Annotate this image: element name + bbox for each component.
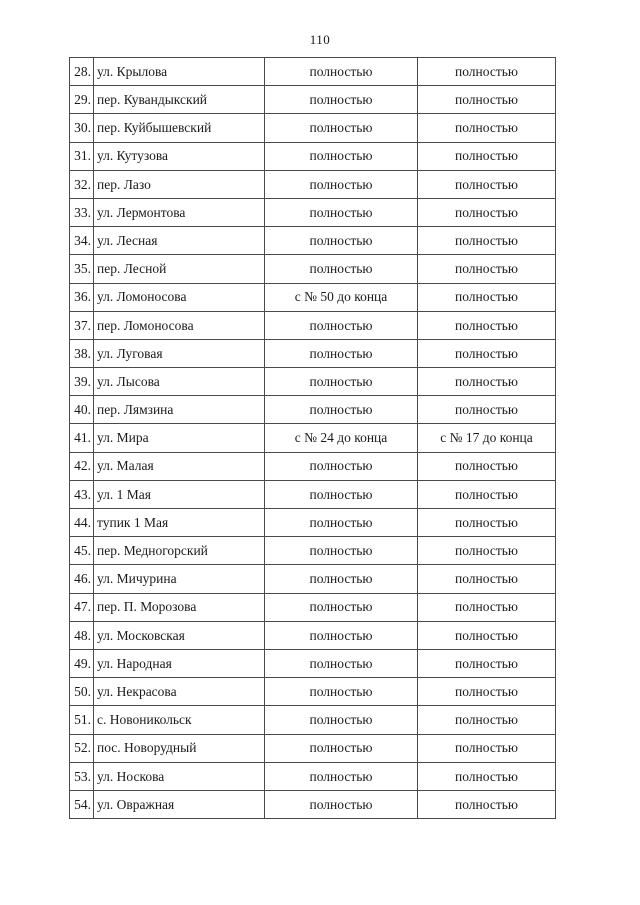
row-number-cell: 33.: [70, 198, 94, 226]
street-name-cell: пер. Кувандыкский: [94, 86, 265, 114]
table-row: [70, 649, 556, 677]
coverage-cell-a: полностью: [265, 255, 418, 283]
coverage-cell-b: полностью: [418, 170, 556, 198]
coverage-cell-b: с № 17 до конца: [418, 424, 556, 452]
coverage-cell-a: полностью: [265, 227, 418, 255]
coverage-cell-a: полностью: [265, 368, 418, 396]
row-number-cell: 46.: [70, 565, 94, 593]
street-name-cell: ул. Лермонтова: [94, 198, 265, 226]
table-row: [70, 706, 556, 734]
row-number-cell: 54.: [70, 790, 94, 818]
street-name-cell: ул. 1 Мая: [94, 480, 265, 508]
coverage-cell-b: полностью: [418, 621, 556, 649]
coverage-cell-a: полностью: [265, 734, 418, 762]
street-name-cell: пер. Лесной: [94, 255, 265, 283]
table-row: [70, 255, 556, 283]
coverage-cell-b: полностью: [418, 509, 556, 537]
row-number-cell: 39.: [70, 368, 94, 396]
street-name-cell: ул. Московская: [94, 621, 265, 649]
coverage-cell-b: полностью: [418, 706, 556, 734]
table-row: [70, 593, 556, 621]
table-row: [70, 480, 556, 508]
table-row: [70, 621, 556, 649]
row-number-cell: 32.: [70, 170, 94, 198]
coverage-cell-a: полностью: [265, 678, 418, 706]
coverage-cell-b: полностью: [418, 762, 556, 790]
street-name-cell: пер. Ломоносова: [94, 311, 265, 339]
coverage-cell-b: полностью: [418, 255, 556, 283]
street-name-cell: ул. Кутузова: [94, 142, 265, 170]
row-number-cell: 30.: [70, 114, 94, 142]
street-name-cell: пер. Медногорский: [94, 537, 265, 565]
row-number-cell: 38.: [70, 339, 94, 367]
coverage-cell-b: полностью: [418, 142, 556, 170]
table-row: [70, 368, 556, 396]
coverage-cell-a: полностью: [265, 593, 418, 621]
coverage-cell-a: полностью: [265, 170, 418, 198]
coverage-cell-b: полностью: [418, 339, 556, 367]
streets-table: [69, 57, 556, 819]
coverage-cell-a: с № 50 до конца: [265, 283, 418, 311]
table-row: [70, 396, 556, 424]
coverage-cell-b: полностью: [418, 396, 556, 424]
row-number-cell: 40.: [70, 396, 94, 424]
street-name-cell: ул. Ломоносова: [94, 283, 265, 311]
coverage-cell-b: полностью: [418, 734, 556, 762]
coverage-cell-a: полностью: [265, 762, 418, 790]
street-name-cell: ул. Народная: [94, 649, 265, 677]
coverage-cell-a: полностью: [265, 790, 418, 818]
coverage-cell-b: полностью: [418, 58, 556, 86]
street-name-cell: пер. Лазо: [94, 170, 265, 198]
coverage-cell-a: с № 24 до конца: [265, 424, 418, 452]
coverage-cell-a: полностью: [265, 114, 418, 142]
coverage-cell-a: полностью: [265, 339, 418, 367]
row-number-cell: 49.: [70, 649, 94, 677]
table-row: [70, 537, 556, 565]
coverage-cell-a: полностью: [265, 142, 418, 170]
table-row: [70, 790, 556, 818]
street-name-cell: пос. Новорудный: [94, 734, 265, 762]
table-row: [70, 311, 556, 339]
street-name-cell: ул. Мичурина: [94, 565, 265, 593]
coverage-cell-a: полностью: [265, 311, 418, 339]
table-row: [70, 424, 556, 452]
row-number-cell: 48.: [70, 621, 94, 649]
table-row: [70, 58, 556, 86]
row-number-cell: 47.: [70, 593, 94, 621]
row-number-cell: 43.: [70, 480, 94, 508]
row-number-cell: 45.: [70, 537, 94, 565]
table-row: [70, 339, 556, 367]
coverage-cell-b: полностью: [418, 283, 556, 311]
coverage-cell-a: полностью: [265, 396, 418, 424]
street-name-cell: ул. Овражная: [94, 790, 265, 818]
coverage-cell-b: полностью: [418, 790, 556, 818]
streets-table-body: [70, 58, 556, 819]
row-number-cell: 31.: [70, 142, 94, 170]
street-name-cell: пер. Куйбышевский: [94, 114, 265, 142]
street-name-cell: пер. П. Морозова: [94, 593, 265, 621]
coverage-cell-a: полностью: [265, 649, 418, 677]
row-number-cell: 52.: [70, 734, 94, 762]
street-name-cell: с. Новоникольск: [94, 706, 265, 734]
table-row: [70, 452, 556, 480]
table-row: [70, 509, 556, 537]
coverage-cell-a: полностью: [265, 537, 418, 565]
coverage-cell-b: полностью: [418, 198, 556, 226]
row-number-cell: 44.: [70, 509, 94, 537]
coverage-cell-a: полностью: [265, 565, 418, 593]
row-number-cell: 34.: [70, 227, 94, 255]
table-row: [70, 198, 556, 226]
coverage-cell-a: полностью: [265, 86, 418, 114]
coverage-cell-b: полностью: [418, 452, 556, 480]
street-name-cell: тупик 1 Мая: [94, 509, 265, 537]
coverage-cell-a: полностью: [265, 198, 418, 226]
coverage-cell-a: полностью: [265, 509, 418, 537]
coverage-cell-b: полностью: [418, 311, 556, 339]
row-number-cell: 53.: [70, 762, 94, 790]
coverage-cell-b: полностью: [418, 480, 556, 508]
street-name-cell: ул. Некрасова: [94, 678, 265, 706]
table-row: [70, 142, 556, 170]
coverage-cell-b: полностью: [418, 86, 556, 114]
street-name-cell: ул. Лесная: [94, 227, 265, 255]
coverage-cell-b: полностью: [418, 537, 556, 565]
coverage-cell-a: полностью: [265, 480, 418, 508]
coverage-cell-b: полностью: [418, 649, 556, 677]
coverage-cell-a: полностью: [265, 706, 418, 734]
street-name-cell: ул. Луговая: [94, 339, 265, 367]
coverage-cell-b: полностью: [418, 678, 556, 706]
table-row: [70, 565, 556, 593]
table-row: [70, 170, 556, 198]
row-number-cell: 51.: [70, 706, 94, 734]
coverage-cell-b: полностью: [418, 368, 556, 396]
row-number-cell: 35.: [70, 255, 94, 283]
row-number-cell: 36.: [70, 283, 94, 311]
table-row: [70, 734, 556, 762]
row-number-cell: 41.: [70, 424, 94, 452]
street-name-cell: ул. Лысова: [94, 368, 265, 396]
row-number-cell: 29.: [70, 86, 94, 114]
street-name-cell: ул. Малая: [94, 452, 265, 480]
row-number-cell: 28.: [70, 58, 94, 86]
street-name-cell: ул. Крылова: [94, 58, 265, 86]
coverage-cell-b: полностью: [418, 114, 556, 142]
coverage-cell-b: полностью: [418, 227, 556, 255]
page-number: 110: [309, 32, 331, 47]
street-name-cell: ул. Мира: [94, 424, 265, 452]
street-name-cell: пер. Лямзина: [94, 396, 265, 424]
table-row: [70, 283, 556, 311]
row-number-cell: 37.: [70, 311, 94, 339]
table-row: [70, 678, 556, 706]
table-row: [70, 762, 556, 790]
row-number-cell: 50.: [70, 678, 94, 706]
table-row: [70, 114, 556, 142]
coverage-cell-b: полностью: [418, 565, 556, 593]
table-row: [70, 227, 556, 255]
street-name-cell: ул. Носкова: [94, 762, 265, 790]
coverage-cell-b: полностью: [418, 593, 556, 621]
coverage-cell-a: полностью: [265, 58, 418, 86]
table-row: [70, 86, 556, 114]
row-number-cell: 42.: [70, 452, 94, 480]
coverage-cell-a: полностью: [265, 452, 418, 480]
coverage-cell-a: полностью: [265, 621, 418, 649]
